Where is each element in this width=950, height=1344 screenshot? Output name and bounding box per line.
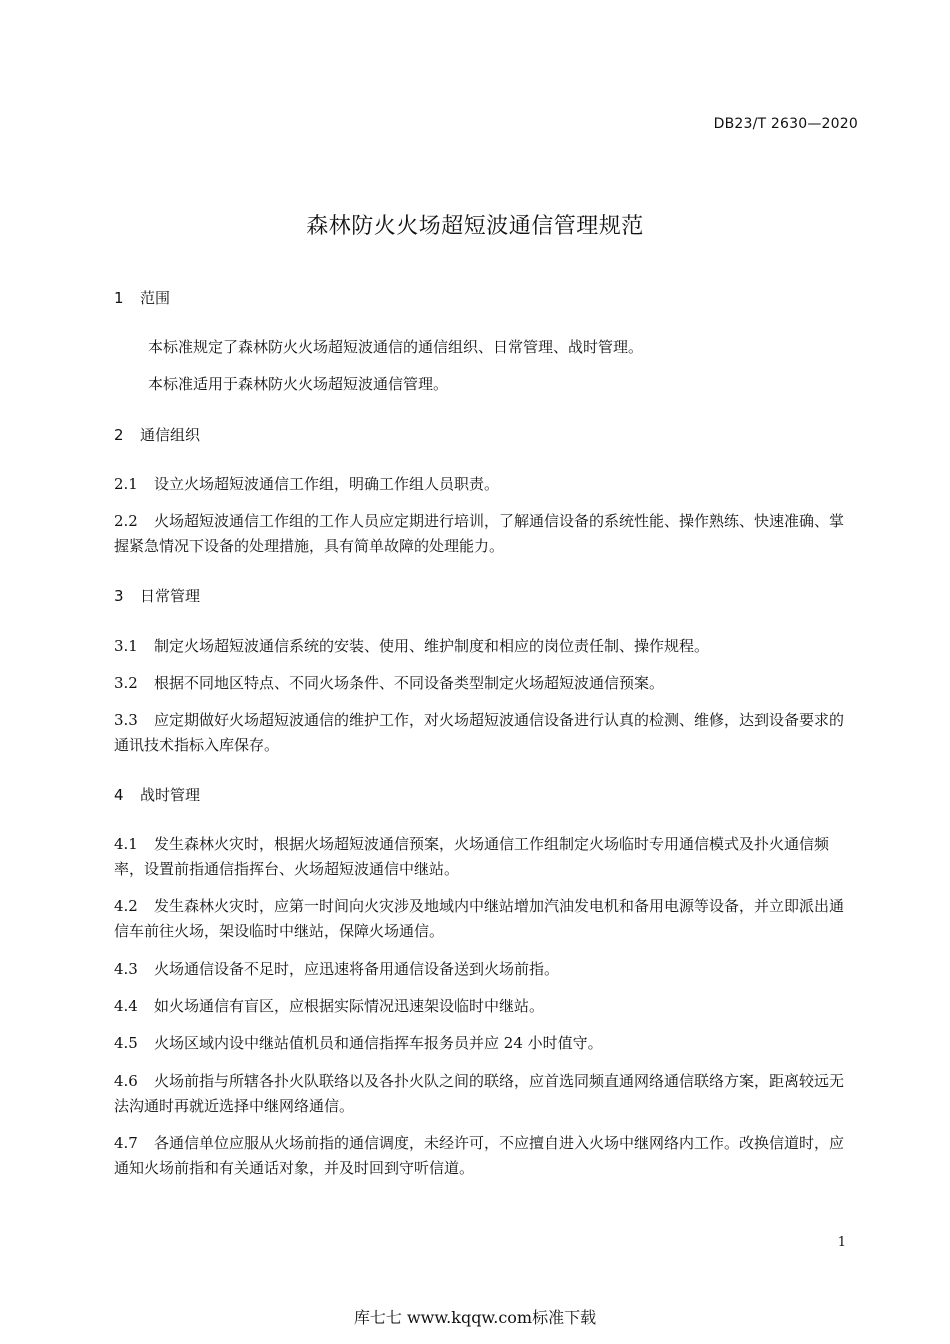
clause-2-2 (114, 509, 858, 559)
clause-text: 火场超短波通信工作组的工作人员应定期进行培训，了解通信设备的系统性能、操作熟练、快速准确、掌握紧急情况下设备的处理措施，具有简单故障的处理能力。 (114, 512, 845, 555)
clause-number: 4.5 (114, 1034, 138, 1052)
clause-number: 4.2 (114, 897, 138, 915)
clause-4-5 (114, 1031, 858, 1056)
clause-text: 设立火场超短波通信工作组，明确工作组人员职责。 (154, 475, 500, 493)
clause-number: 3.1 (114, 637, 138, 655)
footer-watermark: 库七七 www.kqqw.com标准下载 (353, 1308, 597, 1327)
clause-2-1 (114, 472, 858, 497)
clause-text: 发生森林火灾时，应第一时间向火灾涉及地域内中继站增加汽油发电机和备用电源等设备，并立即派出通信车前往火场，架设临时中继站，保障火场通信。 (114, 897, 845, 940)
clause-text: 发生森林火灾时，根据火场超短波通信预案，火场通信工作组制定火场临时专用通信模式及扑火通信频率，设置前指通信指挥台、火场超短波通信中继站。 (114, 835, 830, 878)
clause-text: 根据不同地区特点、不同火场条件、不同设备类型制定火场超短波通信预案。 (154, 674, 665, 692)
clause-4-3 (114, 957, 858, 982)
section-title: 通信组织 (140, 426, 201, 444)
clause-4-7 (114, 1131, 858, 1181)
clause-4-4 (114, 994, 858, 1019)
section-number: 3 (114, 587, 124, 605)
section-number: 4 (114, 786, 124, 804)
section-number: 2 (114, 426, 124, 444)
section-1-heading (114, 286, 858, 311)
clause-3-3 (114, 708, 858, 758)
clause-text: 火场前指与所辖各扑火队联络以及各扑火队之间的联络，应首选同频直通网络通信联络方案，距离较远无法沟通时再就近选择中继网络通信。 (114, 1072, 845, 1115)
clause-text: 火场区域内设中继站值机员和通信指挥车报务员并应 24 小时值守。 (154, 1034, 603, 1052)
clause-text: 制定火场超短波通信系统的安装、使用、维护制度和相应的岗位责任制、操作规程。 (154, 637, 710, 655)
section-title: 战时管理 (140, 786, 201, 804)
section-title: 范围 (140, 289, 171, 307)
clause-number: 4.6 (114, 1072, 138, 1090)
clause-text: 应定期做好火场超短波通信的维护工作，对火场超短波通信设备进行认真的检测、维修，达到设备要求的通讯技术指标入库保存。 (114, 711, 845, 754)
clause-4-1 (114, 832, 858, 882)
section-3-heading (114, 584, 858, 609)
clause-number: 4.3 (114, 960, 138, 978)
clause-number: 4.7 (114, 1134, 138, 1152)
clause-3-2 (114, 671, 858, 696)
section-title: 日常管理 (140, 587, 201, 605)
clause-number: 4.1 (114, 835, 138, 853)
paragraph: 本标准适用于森林防火火场超短波通信管理。 (148, 375, 449, 393)
clause-number: 2.1 (114, 475, 138, 493)
clause-number: 2.2 (114, 512, 138, 530)
clause-4-2 (114, 894, 858, 944)
section-4-heading (114, 783, 858, 808)
page-number: 1 (837, 1235, 846, 1250)
clause-text: 各通信单位应服从火场前指的通信调度，未经许可，不应擅自进入火场中继网络内工作。改换信道时，应通知火场前指和有关通话对象，并及时回到守听信道。 (114, 1134, 845, 1177)
document-title: 森林防火火场超短波通信管理规范 (306, 214, 644, 239)
section-2-heading (114, 423, 858, 448)
section-number: 1 (114, 289, 124, 307)
clause-text: 如火场通信有盲区，应根据实际情况迅速架设临时中继站。 (154, 997, 545, 1015)
clause-4-6 (114, 1069, 858, 1119)
clause-number: 3.3 (114, 711, 138, 729)
clause-number: 3.2 (114, 674, 138, 692)
standard-code: DB23/T 2630—2020 (713, 116, 858, 132)
paragraph: 本标准规定了森林防火火场超短波通信的通信组织、日常管理、战时管理。 (148, 338, 644, 356)
clause-number: 4.4 (114, 997, 138, 1015)
clause-3-1 (114, 634, 858, 659)
clause-text: 火场通信设备不足时，应迅速将备用通信设备送到火场前指。 (154, 960, 560, 978)
